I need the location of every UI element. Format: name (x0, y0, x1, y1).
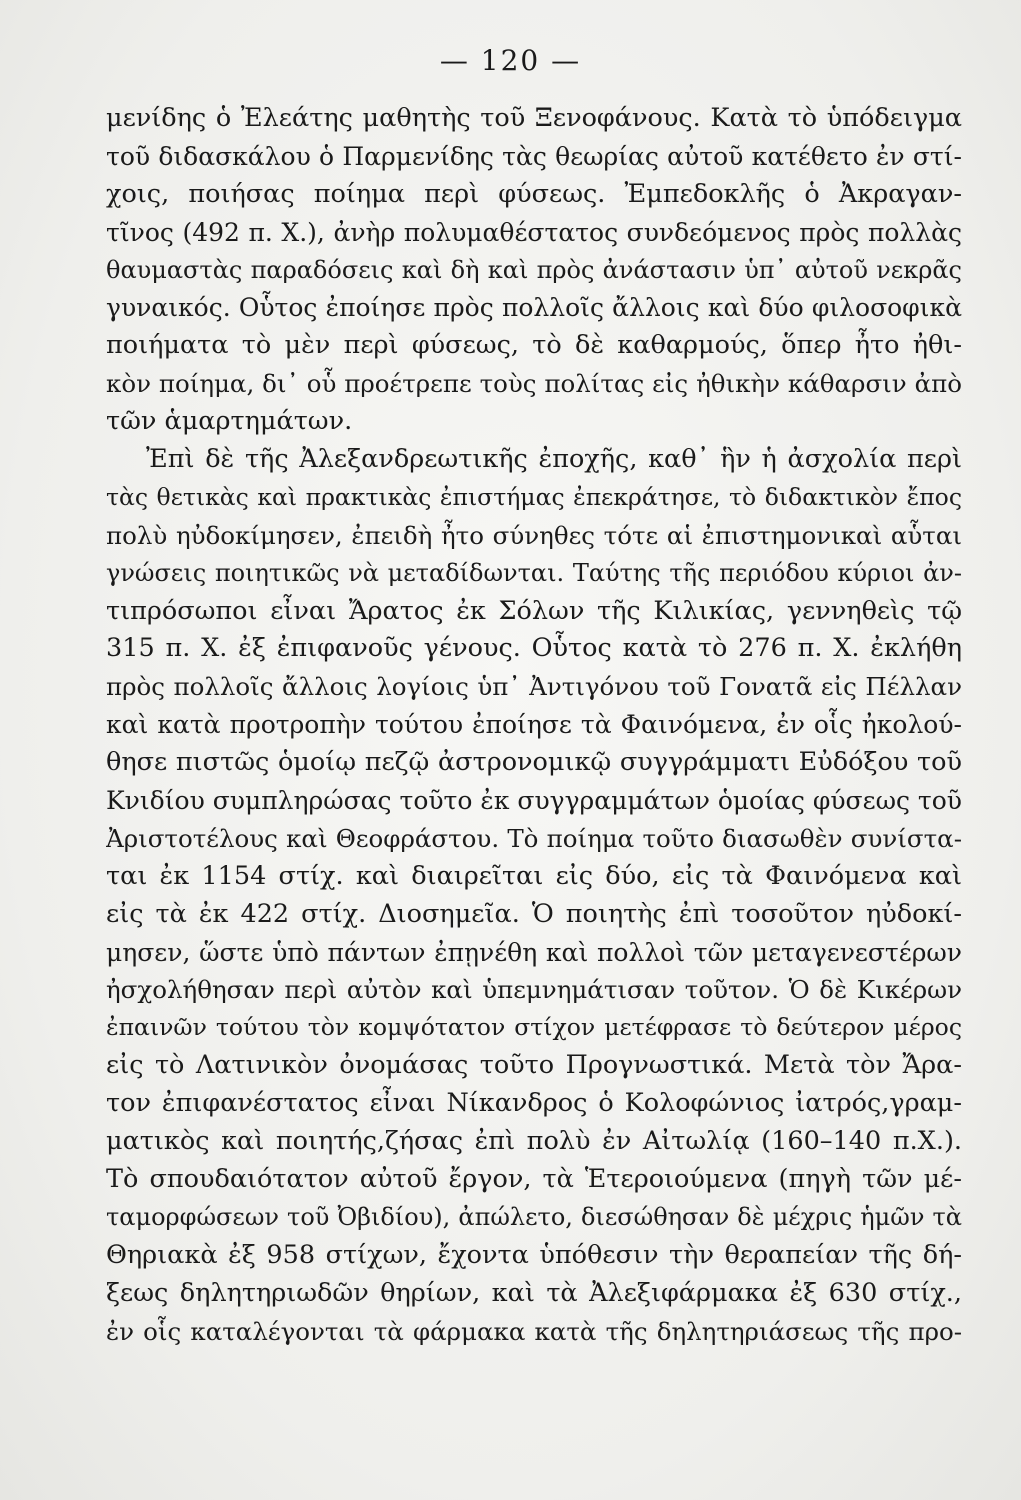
text-line: ταμορφώσεων τοῦ Ὀβιδίου), ἀπώλετο, διεσώθησαν δὲ μέχρις ἡμῶν τὰ (106, 1202, 962, 1231)
text-line: εἰς τὸ Λατινικὸν ὀνομάσας τοῦτο Προγνωστικά. Μετὰ τὸν Ἄρα- (106, 1050, 962, 1081)
body-text (106, 100, 962, 1350)
text-line: Θηριακὰ ἐξ 958 στίχων, ἔχοντα ὑπόθεσιν τὴν θεραπείαν τῆς δή- (106, 1239, 962, 1270)
text-line: ἠσχολήθησαν περὶ αὐτὸν καὶ ὑπεμνημάτισαν τοῦτον. Ὁ δὲ Κικέρων (106, 975, 962, 1005)
text-line: πολὺ ηὐδοκίμησεν, ἐπειδὴ ἦτο σύνηθες τότε αἱ ἐπιστημονικαὶ αὗται (106, 520, 962, 550)
text-line: εἰς τὰ ἐκ 422 στίχ. Διοσημεῖα. Ὁ ποιητὴς ἐπὶ τοσοῦτον ηὐδοκί- (106, 898, 962, 929)
text-line: τὰς θετικὰς καὶ πρακτικὰς ἐπιστήμας ἐπεκράτησε, τὸ διδακτικὸν ἔπος (106, 482, 962, 511)
text-line: Τὸ σπουδαιότατον αὐτοῦ ἔργον, τὰ Ἑτεροιούμενα (πηγὴ τῶν μέ- (106, 1163, 962, 1194)
text-line: Ἐπὶ δὲ τῆς Ἀλεξανδρεωτικῆς ἐποχῆς, καθ᾽ ἣν ἡ ἀσχολία περὶ (146, 444, 962, 475)
text-line: θαυμαστὰς παραδόσεις καὶ δὴ καὶ πρὸς ἀνάστασιν ὑπ᾽ αὐτοῦ νεκρᾶς (106, 255, 962, 284)
text-line: Κνιδίου συμπληρώσας τοῦτο ἐκ συγγραμμάτων ὁμοίας φύσεως τοῦ (106, 786, 962, 816)
text-line: ποιήματα τὸ μὲν περὶ φύσεως, τὸ δὲ καθαρμούς, ὅπερ ἦτο ἠθι- (106, 330, 962, 361)
text-line: ἐν οἷς καταλέγονται τὰ φάρμακα κατὰ τῆς δηλητηριάσεως τῆς προ- (106, 1316, 962, 1346)
text-line: τοῦ διδασκάλου ὁ Παρμενίδης τὰς θεωρίας αὐτοῦ κατέθετο ἐν στί- (106, 141, 962, 171)
text-line: 315 π. Χ. ἐξ ἐπιφανοῦς γένους. Οὗτος κατὰ τὸ 276 π. Χ. ἐκλήθη (106, 633, 962, 664)
text-line: γνώσεις ποιητικῶς νὰ μεταδίδωνται. Ταύτης τῆς περιόδου κύριοι ἀν- (106, 558, 962, 587)
text-line: τῶν ἁμαρτημάτων. (106, 406, 353, 437)
page-number: — 120 — (439, 44, 582, 77)
text-line: γυναικός. Οὗτος ἐποίησε πρὸς πολλοῖς ἄλλοις καὶ δύο φιλοσοφικὰ (106, 293, 962, 323)
text-line: μησεν, ὥστε ὑπὸ πάντων ἐπῃνέθη καὶ πολλοὶ τῶν μεταγενεστέρων (106, 937, 962, 967)
text-line: κὸν ποίημα, δι᾽ οὗ προέτρεπε τοὺς πολίτας εἰς ἠθικὴν κάθαρσιν ἀπὸ (106, 369, 962, 399)
text-line: θησε πιστῶς ὁμοίῳ πεζῷ ἀστρονομικῷ συγγράμματι Εὐδόξου τοῦ (106, 747, 962, 778)
text-line: τον ἐπιφανέστατος εἶναι Νίκανδρος ὁ Κολοφώνιος ἰατρός,γραμ- (106, 1088, 962, 1119)
text-line: τιπρόσωποι εἶναι Ἄρατος ἐκ Σόλων τῆς Κιλικίας, γεννηθεὶς τῷ (106, 595, 962, 626)
text-line: τῖνος (492 π. Χ.), ἀνὴρ πολυμαθέστατος συνδεόμενος πρὸς πολλὰς (106, 217, 962, 247)
text-line: μενίδης ὁ Ἐλεάτης μαθητὴς τοῦ Ξενοφάνους. Κατὰ τὸ ὑπόδειγμα (106, 103, 962, 133)
text-line: ἐπαινῶν τούτου τὸν κομψότατον στίχον μετέφρασε τὸ δεύτερον μέρος (106, 1013, 962, 1042)
text-line: πρὸς πολλοῖς ἄλλοις λογίοις ὑπ᾽ Ἀντιγόνου τοῦ Γονατᾶ εἰς Πέλλαν (106, 672, 962, 702)
text-line: χοις, ποιήσας ποίημα περὶ φύσεως. Ἐμπεδοκλῆς ὁ Ἀκραγαν- (106, 178, 962, 209)
text-line: καὶ κατὰ προτροπὴν τούτου ἐποίησε τὰ Φαινόμενα, ἐν οἷς ἠκολού- (106, 710, 962, 740)
text-line: ται ἐκ 1154 στίχ. καὶ διαιρεῖται εἰς δύο, εἰς τὰ Φαινόμενα καὶ (106, 860, 962, 891)
text-line: ξεως δηλητηριωδῶν θηρίων, καὶ τὰ Ἀλεξιφάρμακα ἐξ 630 στίχ., (106, 1277, 962, 1308)
text-line: ματικὸς καὶ ποιητής,ζήσας ἐπὶ πολὺ ἐν Αἰτωλίᾳ (160–140 π.Χ.). (106, 1126, 962, 1157)
text-line: Ἀριστοτέλους καὶ Θεοφράστου. Τὸ ποίημα τοῦτο διασωθὲν συνίστα- (106, 823, 962, 853)
